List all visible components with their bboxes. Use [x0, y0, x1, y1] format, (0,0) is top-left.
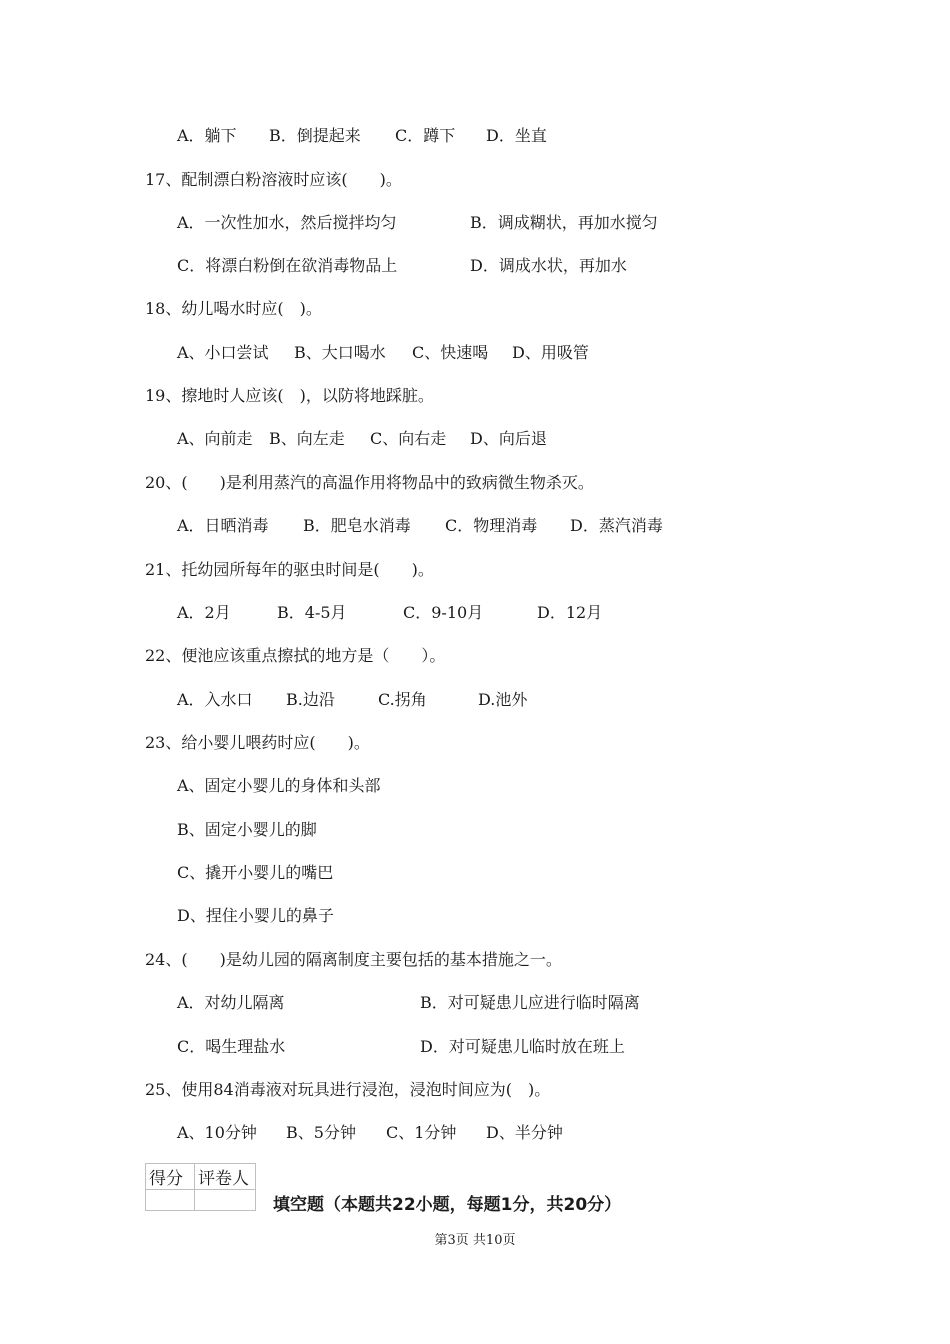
- option-b: B.边沿: [286, 690, 335, 709]
- option-a: A．入水口: [177, 690, 253, 709]
- question-18-stem: 18、幼儿喝水时应( )。: [145, 299, 322, 318]
- option-c: C．蹲下: [395, 126, 456, 145]
- question-23-stem: 23、给小婴儿喂药时应( )。: [145, 733, 370, 752]
- section-title: 填空题（本题共22小题，每题1分，共20分）: [273, 1195, 622, 1215]
- option-b: B．肥皂水消毒: [303, 516, 411, 535]
- option-c: C、1分钟: [386, 1123, 457, 1142]
- question-21-stem: 21、托幼园所每年的驱虫时间是( )。: [145, 560, 434, 579]
- option-b: B．4-5月: [277, 603, 347, 622]
- option-d: D．12月: [537, 603, 603, 622]
- option-d: D、用吸管: [512, 343, 589, 362]
- option-b: B、5分钟: [286, 1123, 356, 1142]
- option-c: C、撬开小婴儿的嘴巴: [177, 863, 334, 882]
- option-c: C．9-10月: [403, 603, 484, 622]
- option-b: B．倒提起来: [269, 126, 361, 145]
- question-20-stem: 20、( )是利用蒸汽的高温作用将物品中的致病微生物杀灭。: [145, 473, 594, 492]
- option-c: C．喝生理盐水: [177, 1037, 286, 1056]
- score-label: 得分: [146, 1164, 195, 1190]
- question-22-stem: 22、便池应该重点擦拭的地方是（ ）。: [145, 646, 446, 665]
- option-d: D、向后退: [470, 429, 547, 448]
- option-a: A、小口尝试: [177, 343, 269, 362]
- question-25-stem: 25、使用84消毒液对玩具进行浸泡，浸泡时间应为( )。: [145, 1080, 551, 1099]
- option-a: A、10分钟: [177, 1123, 257, 1142]
- option-d: D．坐直: [486, 126, 547, 145]
- option-d: D、捏住小婴儿的鼻子: [177, 906, 334, 925]
- option-d: D．蒸汽消毒: [570, 516, 663, 535]
- option-b: B、向左走: [269, 429, 345, 448]
- option-b: B．对可疑患儿应进行临时隔离: [420, 993, 640, 1012]
- grader-label: 评卷人: [195, 1164, 256, 1190]
- question-19-stem: 19、擦地时人应该( )，以防将地踩脏。: [145, 386, 434, 405]
- option-b: B．调成糊状，再加水搅匀: [470, 213, 658, 232]
- option-b: B、固定小婴儿的脚: [177, 820, 317, 839]
- option-a: A．对幼儿隔离: [177, 993, 285, 1012]
- option-d: D、半分钟: [486, 1123, 563, 1142]
- option-c: C、快速喝: [412, 343, 489, 362]
- option-a: A．一次性加水，然后搅拌均匀: [177, 213, 397, 232]
- option-a: A、固定小婴儿的身体和头部: [177, 776, 381, 795]
- option-a: A．日晒消毒: [177, 516, 269, 535]
- option-c: C．物理消毒: [445, 516, 538, 535]
- score-box: [145, 1163, 256, 1211]
- page-footer: 第3页 共10页: [434, 1233, 516, 1248]
- question-17-stem: 17、配制漂白粉溶液时应该( )。: [145, 170, 402, 189]
- option-d: D.池外: [478, 690, 528, 709]
- option-b: B、大口喝水: [294, 343, 386, 362]
- option-c: C、向右走: [370, 429, 447, 448]
- option-d: D．调成水状，再加水: [470, 256, 627, 275]
- option-c: C．将漂白粉倒在欲消毒物品上: [177, 256, 398, 275]
- question-24-stem: 24、( )是幼儿园的隔离制度主要包括的基本措施之一。: [145, 950, 562, 969]
- option-d: D．对可疑患儿临时放在班上: [420, 1037, 625, 1056]
- option-a: A．2月: [177, 603, 231, 622]
- score-cell: [146, 1190, 195, 1211]
- option-a: A．躺下: [177, 126, 237, 145]
- option-a: A、向前走: [177, 429, 253, 448]
- grader-cell: [195, 1190, 256, 1211]
- option-c: C.拐角: [378, 690, 427, 709]
